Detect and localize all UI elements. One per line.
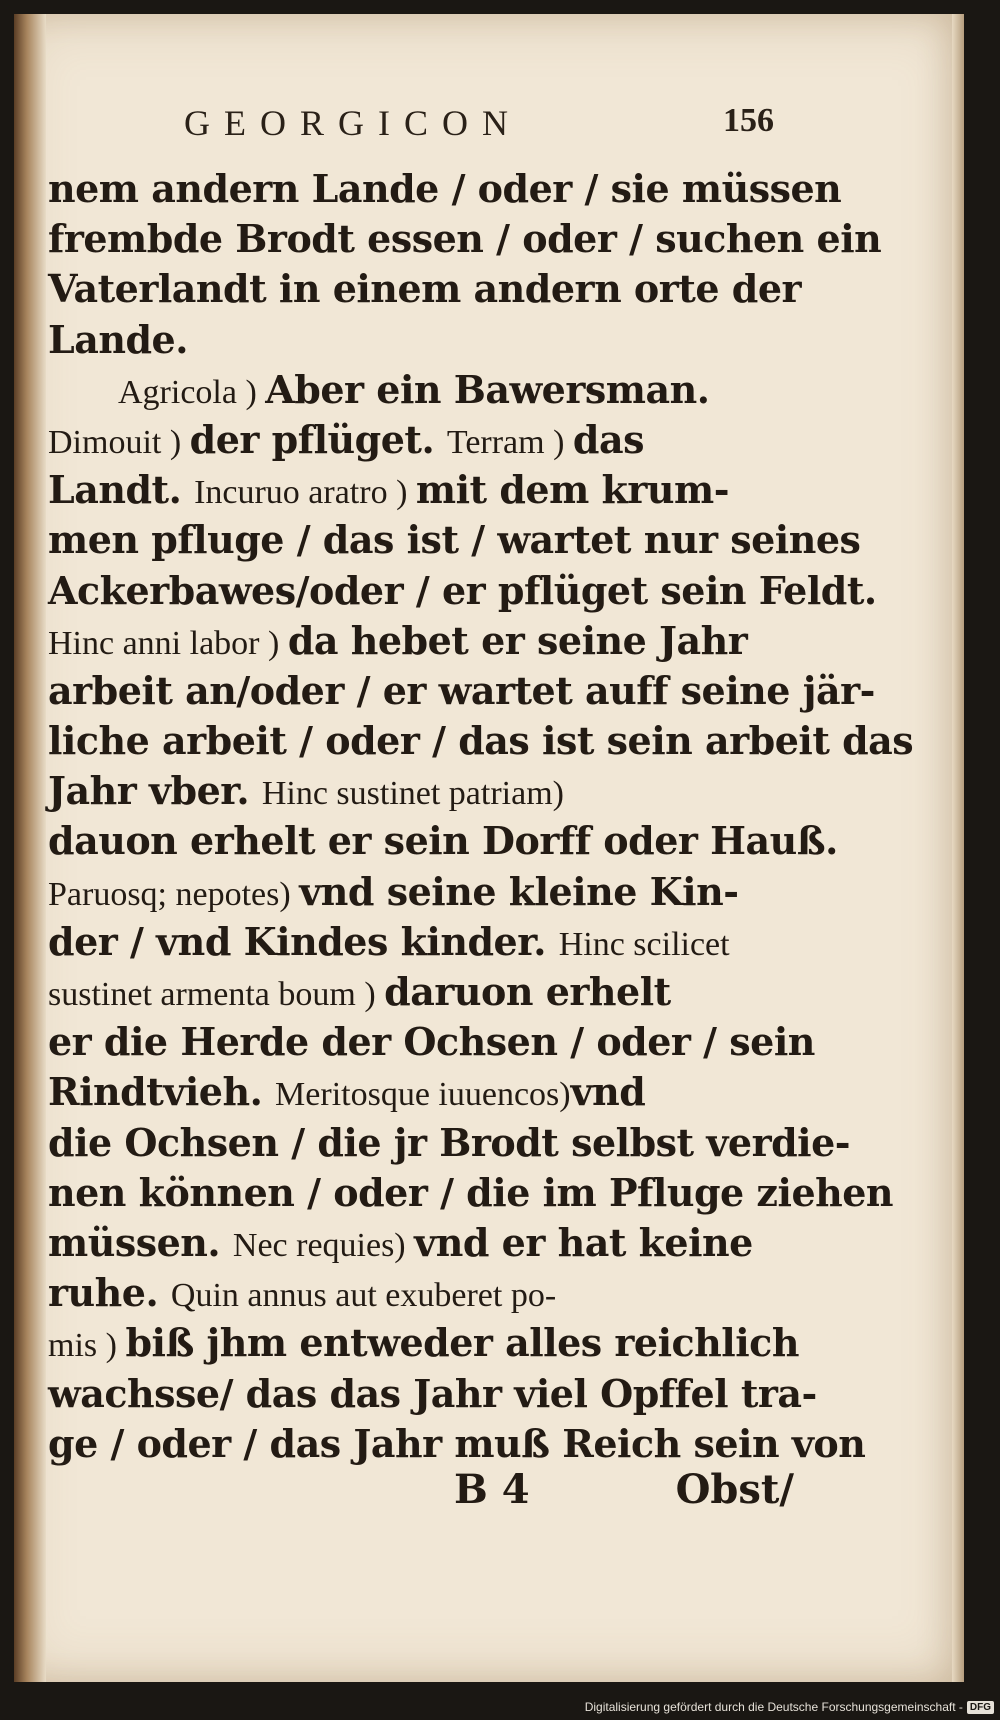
german-segment: Jahr vber. (48, 768, 262, 814)
latin-segment: mis ) (48, 1327, 126, 1365)
text-line (48, 1369, 817, 1419)
german-segment: nen können / oder / die im Pfluge ziehen (48, 1169, 894, 1215)
text-line (48, 566, 877, 616)
page-edge (952, 14, 964, 1682)
text-line (48, 1419, 866, 1469)
page-header (164, 102, 774, 152)
german-segment: daruon erhelt (384, 969, 671, 1014)
text-line (48, 967, 784, 1017)
german-segment: Lande. (48, 316, 188, 362)
german-segment: dauon erhelt er sein Dorff oder Hauß. (48, 818, 838, 864)
text-line (48, 164, 842, 214)
catchword: Obst/ (675, 1466, 794, 1513)
page-gutter (14, 14, 46, 1682)
latin-segment: Hinc scilicet (558, 925, 730, 963)
page-number: 156 (723, 102, 774, 139)
text-line (48, 365, 784, 415)
german-segment: der / vnd Kindes kinder. (48, 918, 559, 964)
latin-segment: sustinet armenta boum ) (48, 976, 385, 1013)
german-segment: da hebet er seine Jahr (287, 617, 748, 663)
latin-segment: Quin annus aut exuberet po- (170, 1277, 557, 1315)
signature-mark: B 4 (454, 1466, 530, 1513)
german-segment: men pfluge / das ist / wartet nur seines (48, 517, 861, 563)
latin-segment: Nec requies) (232, 1226, 415, 1264)
german-segment: das (572, 416, 645, 462)
text-line (48, 766, 784, 816)
text-line (48, 1168, 894, 1218)
text-block (48, 164, 914, 1469)
text-line (48, 816, 838, 866)
text-line (48, 264, 802, 314)
text-line (48, 666, 875, 716)
german-segment: er die Herde der Ochsen / oder / sein (48, 1019, 815, 1065)
latin-segment: Terram ) (446, 423, 573, 461)
german-segment: Ackerbawes/oder / er pflüget sein Feldt. (48, 567, 877, 613)
german-segment: vnd (570, 1069, 646, 1115)
credit-text: Digitalisierung gefördert durch die Deutsche Forschungsgemeinschaft - (584, 1700, 963, 1714)
text-line (48, 917, 784, 967)
dfg-logo: DFG (967, 1701, 994, 1714)
german-segment: wachsse/ das das Jahr viel Opffel tra- (48, 1370, 817, 1416)
german-segment: der pflüget. (189, 416, 447, 462)
german-segment: biß jhm entweder alles reichlich (125, 1320, 799, 1366)
book-page (14, 14, 964, 1682)
latin-segment: Hinc anni labor ) (48, 624, 288, 662)
german-segment: vnd seine kleine Kin- (299, 868, 739, 914)
german-segment: mit dem krum- (415, 467, 729, 513)
latin-segment: Dimouit ) (48, 423, 190, 461)
text-line (48, 1067, 784, 1117)
latin-segment: Hinc sustinet patriam) (261, 775, 564, 813)
text-line (48, 867, 784, 917)
latin-segment: Meritosque iuuencos) (275, 1076, 571, 1114)
german-segment: frembde Brodt essen / oder / suchen ein (48, 216, 882, 262)
german-segment: die Ochsen / die jr Brodt selbst verdie- (48, 1119, 851, 1165)
funding-credit (585, 1700, 994, 1714)
text-line (48, 716, 914, 766)
text-line (48, 315, 784, 365)
latin-segment: Paruosq; nepotes) (48, 875, 300, 913)
german-segment: nem andern Lande / oder / sie müssen (48, 166, 842, 211)
german-segment: Aber ein Bawersman. (265, 366, 710, 412)
german-segment: Rindtvieh. (48, 1069, 276, 1115)
german-segment: arbeit an/oder / er wartet auff seine jär- (48, 667, 875, 713)
text-line (48, 214, 882, 264)
german-segment: ruhe. (48, 1270, 171, 1316)
german-segment: ge / oder / das Jahr muß Reich sein von (48, 1420, 866, 1466)
german-segment: Vaterlandt in einem andern orte der (48, 266, 802, 312)
text-line (48, 616, 784, 666)
german-segment: Landt. (48, 467, 195, 513)
latin-segment: Agricola ) (118, 373, 266, 411)
text-line (48, 1017, 815, 1067)
german-segment: müssen. (48, 1219, 233, 1265)
text-line (48, 465, 784, 515)
german-segment: vnd er hat keine (414, 1219, 753, 1265)
german-segment: liche arbeit / oder / das ist sein arbeit das (48, 718, 914, 764)
text-line (48, 415, 784, 465)
page-footer (454, 1466, 794, 1526)
running-head: GEORGICON (184, 103, 522, 143)
latin-segment: Incuruo aratro ) (194, 474, 416, 512)
text-line (48, 1118, 851, 1168)
text-line (48, 1318, 799, 1368)
text-line (48, 1218, 784, 1268)
text-line (48, 1268, 784, 1318)
text-line (48, 515, 861, 565)
